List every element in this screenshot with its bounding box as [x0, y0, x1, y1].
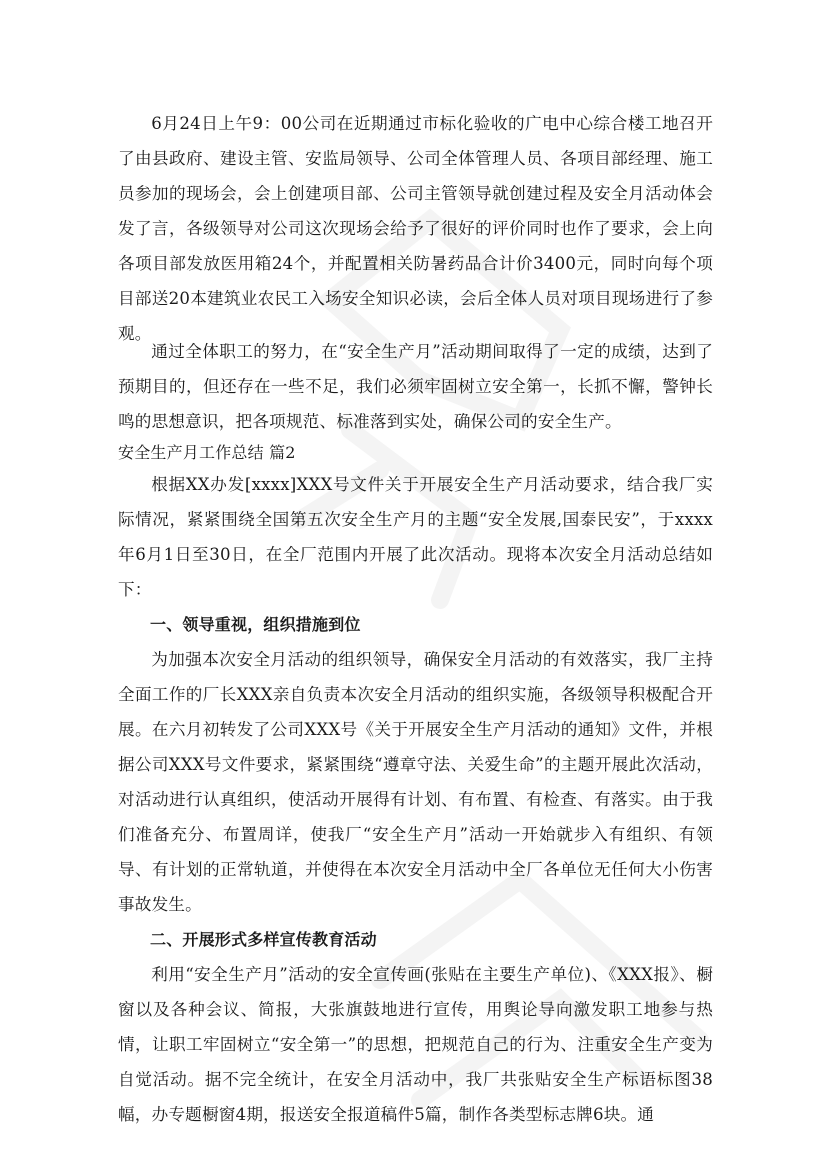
opening-section	[118, 106, 713, 351]
paragraph-publicity: 利用“安全生产月”活动的安全宣传画(张贴在主要生产单位)、《XXX报》、橱窗以及各种会议、简报，大张旗鼓地进行宣传，用舆论导向激发职工地参与热情，让职工牢固树立“安全第一”的思想，把规范自己的行为、注重安全生产变为自觉活动。据不完全统计，在安全月活动中，我厂共张贴安全生产标语标图38幅，办专题橱窗4期，报送安全报道稿件5篇，制作各类型标志牌6块。通	[118, 965, 713, 1124]
paragraph-achievements: 通过全体职工的努力，在“安全生产月”活动期间取得了一定的成绩，达到了预期目的，但还存在一些不足，我们必须牢固树立安全第一，长抓不懈，警钟长鸣的思想意识，把各项规范、标准落到实处，确保公司的安全生产。	[118, 342, 713, 431]
section-heading-leadership: 一、领导重视，组织措施到位	[150, 615, 361, 634]
paragraph-site-meeting: 6月24日上午9：00公司在近期通过市标化验收的广电中心综合楼工地召开了由县政府、建设主管、安监局领导、公司全体管理人员、各项目部经理、施工员参加的现场会，会上创建项目部、公司主管领导就创建过程及安全月活动体会发了言，各级领导对公司这次现场会给予了很好的评价同时也作了要求，会上向各项目部发放医用箱24个，并配置相关防暑药品合计价3400元，同时向每个项目部送20本建筑业农民工入场安全知识必读，会后全体人员对项目现场进行了参观。	[118, 114, 713, 343]
paragraph-intro: 根据XX办发[xxxx]XXX号文件关于开展安全生产月活动要求，结合我厂实际情况，紧紧围绕全国第五次安全生产月的主题“安全发展,国泰民安”，于xxxx年6月1日至30日，在全厂范围内开展了此次活动。现将本次安全月活动总结如下：	[118, 475, 713, 599]
closing-section	[118, 334, 713, 1132]
section-heading-publicity: 二、开展形式多样宣传教育活动	[150, 930, 377, 949]
article-title: 安全生产月工作总结 篇2	[118, 443, 296, 462]
paragraph-leadership: 为加强本次安全月活动的组织领导，确保安全月活动的有效落实，我厂主持全面工作的厂长XXX亲自负责本次安全月活动的组织实施，各级领导积极配合开展。在六月初转发了公司XXX号《关于开展安全生产月活动的通知》文件，并根据公司XXX号文件要求，紧紧围绕“遵章守法、关爱生命”的主题开展此次活动，对活动进行认真组织，使活动开展得有计划、有布置、有检查、有落实。由于我们准备充分、布置周详，使我厂“安全生产月”活动一开始就步入有组织、有领导、有计划的正常轨道，并使得在本次安全月活动中全厂各单位无任何大小伤害事故发生。	[118, 650, 713, 914]
